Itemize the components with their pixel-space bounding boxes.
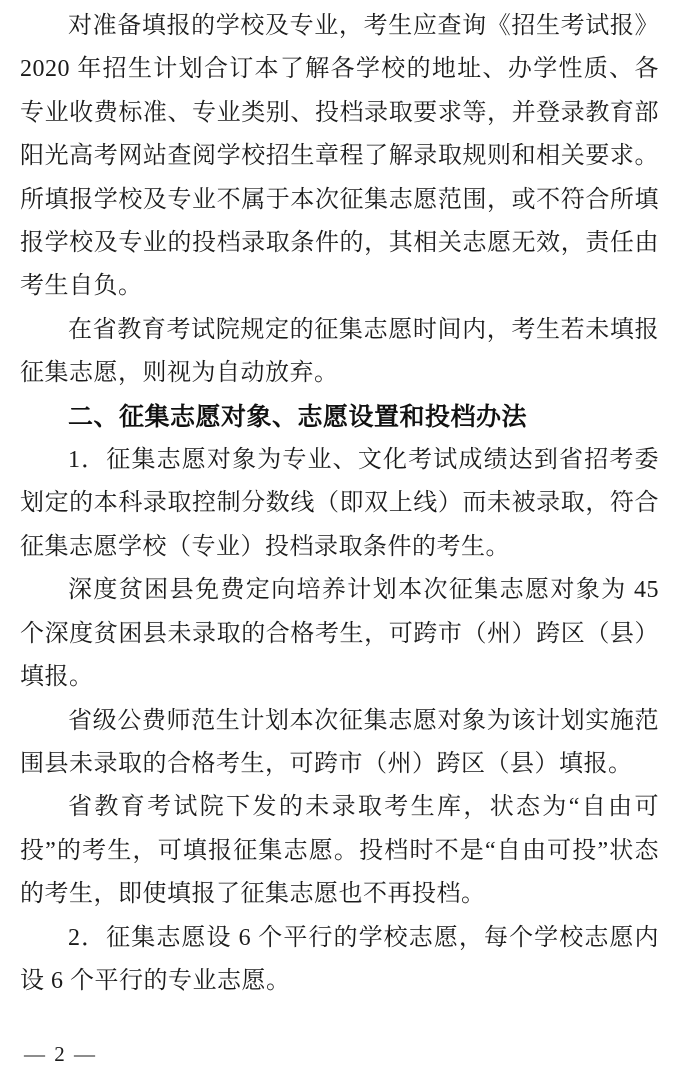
paragraph-5: 省级公费师范生计划本次征集志愿对象为该计划实施范围县未录取的合格考生，可跨市（州）跨区（县）填报。 xyxy=(20,707,659,777)
paragraph-1: 对准备填报的学校及专业，考生应查询《招生考试报》2020 年招生计划合订本了解各学校的地址、办学性质、各专业收费标准、专业类别、投档录取要求等，并登录教育部阳光高考网站查阅学校招生章程了解录取规则和相关要求。所填报学校及专业不属于本次征集志愿范围，或不符合所填报学校及专业的投档录取条件的，其相关志愿无效，责任由考生自负。 xyxy=(20,13,659,300)
paragraph-4: 深度贫困县免费定向培养计划本次征集志愿对象为 45 个深度贫困县未录取的合格考生，可跨市（州）跨区（县）填报。 xyxy=(20,577,659,691)
section-heading: 二、征集志愿对象、志愿设置和投档办法 xyxy=(68,402,528,431)
paragraph-7: 2．征集志愿设 6 个平行的学校志愿，每个学校志愿内设 6 个平行的专业志愿。 xyxy=(20,924,659,994)
paragraph-3: 1．征集志愿对象为专业、文化考试成绩达到省招考委划定的本科录取控制分数线（即双上线）而未被录取，符合征集志愿学校（专业）投档录取条件的考生。 xyxy=(20,447,659,560)
page-number: — 2 — xyxy=(24,1042,97,1066)
paragraph-6: 省教育考试院下发的未录取考生库，状态为“自由可投”的考生，可填报征集志愿。投档时不是“自由可投”状态的考生，即使填报了征集志愿也不再投档。 xyxy=(20,794,659,908)
paragraph-2: 在省教育考试院规定的征集志愿时间内，考生若未填报征集志愿，则视为自动放弃。 xyxy=(20,316,659,387)
document-body xyxy=(20,5,659,1003)
